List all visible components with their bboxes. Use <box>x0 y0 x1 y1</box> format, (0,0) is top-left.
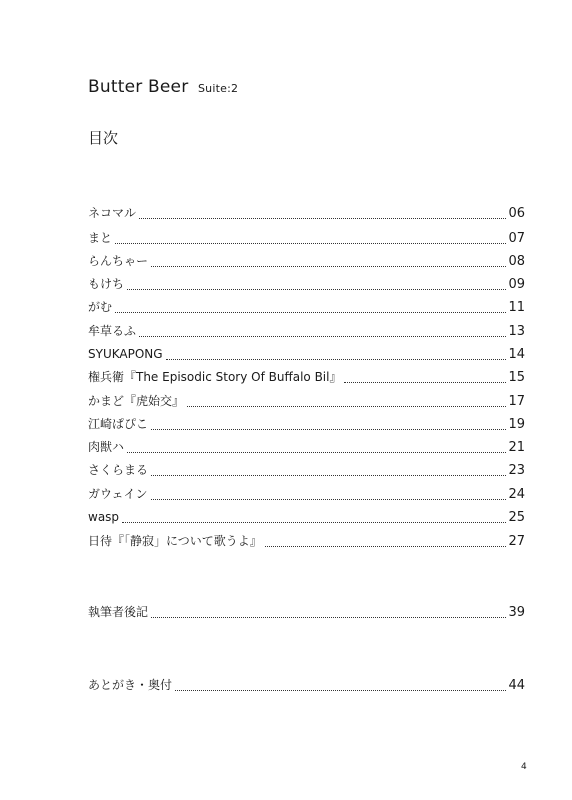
toc-entry-label: 牟草るふ <box>88 324 137 338</box>
toc-leader-dots <box>139 218 506 219</box>
toc-leader-dots <box>175 690 506 691</box>
toc-entry-label: ガウェイン <box>88 487 148 501</box>
toc-entry-page: 23 <box>508 463 525 478</box>
toc-leader-dots <box>115 243 506 244</box>
toc-entry-label: 肉獣ハ <box>88 440 125 454</box>
document-title <box>88 77 238 97</box>
toc-entry-page: 08 <box>508 254 525 269</box>
toc-leader-dots <box>151 429 506 430</box>
toc-leader-dots <box>127 452 506 453</box>
toc-leader-dots <box>151 266 506 267</box>
toc-entry-label: がむ <box>88 300 113 314</box>
toc-leader-dots <box>151 475 506 476</box>
toc-leader-dots <box>127 289 506 290</box>
toc-entry-page: 21 <box>508 440 525 455</box>
toc-entry-label: 権兵衛『The Episodic Story Of Buffalo Bil』 <box>88 370 342 384</box>
toc-entry-page: 25 <box>508 510 525 525</box>
toc-entry-page: 07 <box>508 231 525 246</box>
toc-entry <box>88 323 525 340</box>
toc-entry <box>88 253 525 270</box>
toc-leader-dots <box>344 382 506 383</box>
toc-entry <box>88 346 525 363</box>
toc-leader-dots <box>151 617 506 618</box>
toc-entry <box>88 604 525 621</box>
toc-entry-label: さくらまる <box>88 463 149 477</box>
toc-entry <box>88 439 525 456</box>
toc-entry-page: 11 <box>508 300 525 315</box>
toc-heading: 目次 <box>88 129 119 147</box>
toc-entry <box>88 533 525 550</box>
toc-entry-page: 14 <box>508 347 525 362</box>
toc-entry-label: wasp <box>88 510 120 524</box>
toc-entry-page: 24 <box>508 487 525 502</box>
toc-entry <box>88 677 525 694</box>
toc-entry <box>88 230 525 247</box>
toc-entry <box>88 299 525 316</box>
title-main: Butter Beer <box>88 77 189 97</box>
title-sub: Suite:2 <box>198 82 239 95</box>
toc-entry <box>88 462 525 479</box>
toc-leader-dots <box>115 312 506 313</box>
toc-entry-page: 19 <box>508 417 525 432</box>
toc-entry-label: 執筆者後記 <box>88 605 149 619</box>
toc-entry <box>88 276 525 293</box>
page-number: 4 <box>521 762 527 772</box>
toc-entry-page: 27 <box>508 534 525 549</box>
toc-entry <box>88 369 525 386</box>
toc-entry-page: 15 <box>508 370 525 385</box>
toc-entry-label: ネコマル <box>88 206 137 220</box>
toc-entry-page: 39 <box>508 605 525 620</box>
toc-entry-label: 日待『「静寂」について歌うよ』 <box>88 534 262 548</box>
toc-entry-page: 17 <box>508 394 525 409</box>
toc-leader-dots <box>166 359 507 360</box>
toc-entry-label: かまど『虎始交』 <box>88 394 185 408</box>
toc-entry <box>88 393 525 410</box>
toc-entry-label: SYUKAPONG <box>88 347 163 361</box>
toc-leader-dots <box>139 336 506 337</box>
toc-entry <box>88 509 525 526</box>
toc-entry <box>88 486 525 503</box>
toc-leader-dots <box>151 499 507 500</box>
toc-entry-label: あとがき・奥付 <box>88 678 173 692</box>
toc-leader-dots <box>187 406 506 407</box>
toc-entry-label: まと <box>88 231 113 245</box>
toc-leader-dots <box>122 522 506 523</box>
toc-entry <box>88 205 525 222</box>
toc-entry-label: らんちゃー <box>88 254 149 268</box>
toc-entry-page: 09 <box>508 277 525 292</box>
toc-entry <box>88 416 525 433</box>
toc-entry-page: 13 <box>508 324 525 339</box>
toc-entry-label: もけち <box>88 277 125 291</box>
toc-entry-page: 44 <box>508 678 525 693</box>
toc-entry-page: 06 <box>508 206 525 221</box>
toc-entry-label: 江崎ぱぴこ <box>88 417 149 431</box>
toc-leader-dots <box>265 546 507 547</box>
